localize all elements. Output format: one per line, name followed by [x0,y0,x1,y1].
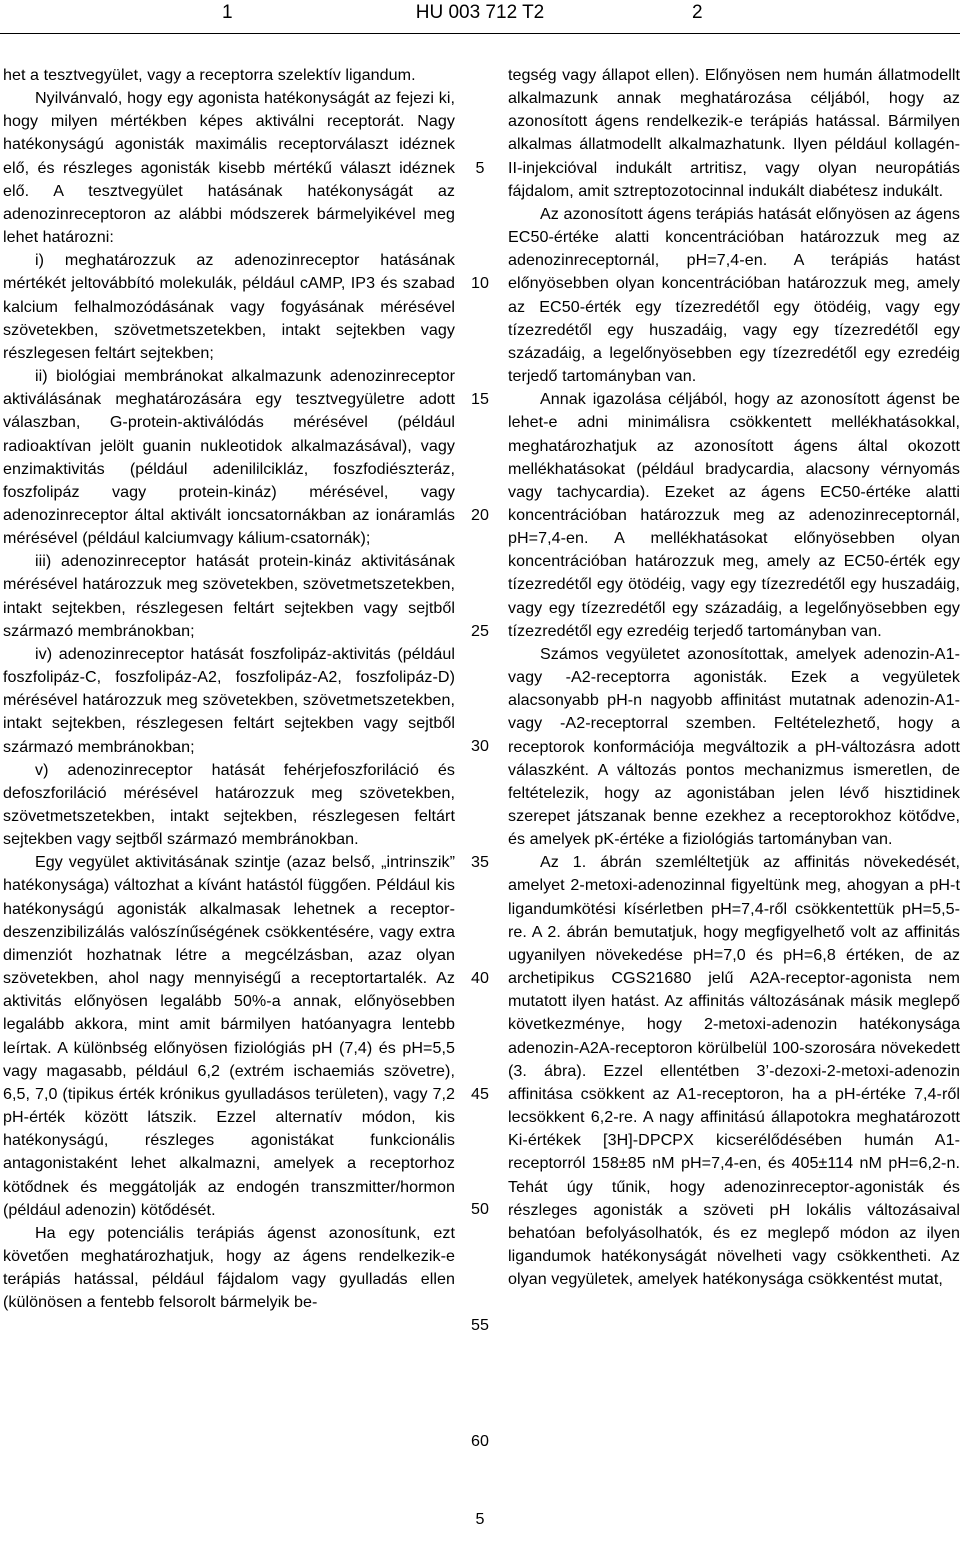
line-number: 45 [471,1084,489,1103]
line-number: 35 [471,853,489,872]
line-number: 50 [471,1200,489,1219]
paragraph: ii) biológiai membránokat alkalmazunk adenozinreceptor aktiválásának meghatározására egy tesztvegyületre adott válaszban, G-protein-aktiválódás mérésével (például radioaktívan jelölt guanin nukleotidok alkalmazásával), vagy enzimaktivitás (például adenililcikláz, foszfodiészteráz, foszfolipáz vagy protein-kináz) mérésével, vagy adenozinreceptor által aktivált ioncsatornákban az ionáramlás mérésével (például kalciumvagy kálium-csatornák); [3,367,455,548]
paragraph: Annak igazolása céljából, hogy az azonosított ágenst be lehet-e adni minimálisra csökkentett mellékhatásokkal, meghatározhatjuk az azonosított ágens által okozott mellékhatásokat (például bradycardia, alacsony vérnyomás vagy tachycardia). Ezeket az ágens EC50-értéke alatti koncentrációban határozzuk meg az adenozinreceptornál, pH=7,4-en. A mellékhatásokat előnyösebben olyan koncentrációban határozzuk meg, amely az EC50-érték egy tízezredétől egy ötödéig, vagy egy tízezredétől egy huszadáig, vagy egy tízezredétől egy századáig, a legelőnyösebben egy tízezredétől egy ezredéig terjedő tartományban van. [508,390,960,640]
line-number: 30 [471,737,489,756]
paragraph: iii) adenozinreceptor hatását protein-kináz aktivitásának mérésével határozzuk meg szövetekben, szövetmetszetekben, intakt sejtekben, részlegesen feltárt sejtekben vagy sejtből származó membránokban; [3,552,455,640]
line-number: 25 [471,621,489,640]
paragraph: iv) adenozinreceptor hatását foszfolipáz-aktivitás (például foszfolipáz-C, foszfolipáz-A2, foszfolipáz-A2, foszfolipáz-D) mérésével határozzuk meg szövetekben, szövetmetszetekben, intakt sejtekben, részlegesen feltárt sejtekben vagy sejtből származó membránokban; [3,644,455,756]
right-text-column [508,64,960,1291]
document-id: HU 003 712 T2 [415,2,545,23]
paragraph: tegség vagy állapot ellen). Előnyösen nem humán állatmodellt alkalmazunk annak meghatározása céljából, hogy az azonosított ágens rendelkezik-e terápiás hatással. Bármilyen alkalmas állatmodellt alkalmazhatunk. Ilyen például kollagén-II-injekcióval indukált artritisz, vagy olyan neuropátiás fájdalom, amit sztreptozotocinnal indukált diabétesz indukált. [508,66,960,200]
paragraph: Az azonosított ágens terápiás hatását előnyösen az ágens EC50-értéke alatti koncentrációban határozzuk meg az adenozinreceptornál, pH=7,4-en. A terápiás hatást előnyösebben olyan koncentrációban határozzuk meg, amely az EC50-érték egy tízezredétől egy ötödéig, vagy egy tízezredétől egy huszadáig, vagy egy tízezredétől egy századáig, a legelőnyösebben egy tízezredétől egy ezredéig terjedő tartományban van. [508,204,960,386]
page-header [0,0,960,30]
line-number: 55 [471,1316,489,1335]
line-number: 40 [471,968,489,987]
line-number: 60 [471,1431,489,1450]
paragraph: Számos vegyületet azonosítottak, amelyek adenozin-A1- vagy -A2-receptorra agonisták. Ezek a vegyületek alacsonyabb pH-n nagyobb affinitást mutatnak adenozin-A1- vagy -A2-receptorral szemben. Feltételezhető, hogy a receptorok konformációja megváltozik a pH-változásra adott válaszként. A változás pontos mechanizmus ismeretlen, de feltételezik, hogy az agonistában jelen lévő hisztidinek szerepet játszanak benne ezekhez a receptorokhoz kötődve, és amelyek pK-értéke a fiziológiás tartományban van. [508,644,960,849]
line-number: 10 [471,274,489,293]
line-number: 5 [475,158,485,177]
header-rule [0,33,960,34]
left-text-column [3,64,455,1314]
paragraph: het a tesztvegyület, vagy a receptorra szelektív ligandum. [3,66,416,84]
paragraph: v) adenozinreceptor hatását fehérjefoszforiláció és defoszforiláció mérésével határozzuk meg szövetekben, szövetmetszetekben, intakt sejtekben, részlegesen feltárt sejtekben vagy sejtből származó membránokban. [3,760,455,849]
paragraph: Nyilvánvaló, hogy egy agonista hatékonyságát az fejezi ki, hogy milyen mértékben képes aktiválni receptorát. Nagy hatékonyságú agonisták maximális receptorválaszt idéznek elő, és részleges agonisták kisebb mértékű választ idéznek elő. A tesztvegyület hatásának hatékonyságát az adenozinreceptoron az alábbi módszerek bármelyikével meg lehet határozni: [3,89,455,247]
paragraph: Az 1. ábrán szemléltetjük az affinitás növekedését, amelyet 2-metoxi-adenozinnal figyeltünk meg, ahogyan a pH-t ligandumkötési kísérletben pH=7,4-ről csökkentettük pH=5,5-re. A 2. ábrán bemutatjuk, hogy megfigyelhető volt az affinitás ugyanilyen növekedése pH=7,0 és pH=6,8 értéken, de az archetipikus CGS21680 jelű A2A-receptor-agonista nem mutatott ilyen hatást. Az affinitás változásának másik meglepő következménye, hogy 2-metoxi-adenozin hatékonysága adenozin-A2A-receptoron körülbelül 100-szorosára növekedett (3. ábra). Ezzel ellentétben 3’-dezoxi-2-metoxi-adenozin affinitása csökkent az A1-receptoron, ha a pH-értéke 7,4-ről lecsökkent 6,2-re. A nagy affinitású állapotokra meghatározott Ki-értékek [3H]-DPCPX kicserélődésében humán A1-receptorról 158±85 nM pH=7,4-en, és 405±114 nM pH=6,2-n. Tehát úgy tűnik, hogy adenozinreceptor-agonisták és részleges agonisták a szöveti pH lokális változásaival behatóan befolyásolhatók, és ez meglepő módon az ilyen ligandumok hatékonyságát növelheti vagy csökkentheti. Az olyan vegyületek, amelyek hatékonysága csökkentést mutat, [508,853,960,1289]
paragraph: i) meghatározzuk az adenozinreceptor hatásának mértékét jeltovábbító molekulák, például cAMP, IP3 és szabad kalcium felhalmozódásának vagy fogyásának mérésével szövetekben, szövetmetszetekben, intakt sejtekben vagy részlegesen feltárt sejtekben; [3,251,455,362]
line-number: 20 [471,505,489,524]
right-page-number: 2 [692,2,703,23]
line-number: 15 [471,390,489,409]
footer-page-number: 5 [475,1510,485,1528]
paragraph: Egy vegyület aktivitásának szintje (azaz belső, „intrinszik” hatékonysága) változhat a kívánt hatástól függően. Például kis hatékonyságú agonisták alkalmasak lehetnek a receptor-deszenzibilizálás valószínűségének csökkentésére, vagy extra dimenziót hozhatnak létre a megcélzásban, azaz olyan szövetekben, ahol nagy mennyiségű a receptortartalék. Az aktivitás előnyösen legalább 50%-a annak, előnyösebben legalább akkora, mint amit bármilyen hatóanyagra lentebb leírtak. A különbség előnyösen fiziológiás pH (7,4) és pH=5,5 vagy magasabb, például 6,2 (extrém ischaemiás szövetre), 6,5, 7,0 (tipikus érték krónikus gyulladásos területen), vagy 7,2 pH-érték között látszik. Ezzel alternatív módon, kis hatékonyságú, részleges agonistákat funkcionális antagonistaként lehet alkalmazni, amelyek a receptorhoz kötődnek és meggátolják az endogén transzmitter/hormon (például adenozin) kötődését. [3,853,455,1219]
left-page-number: 1 [222,2,233,23]
paragraph: Ha egy potenciális terápiás ágenst azonosítunk, ezt követően meghatározhatjuk, hogy az ágens rendelkezik-e terápiás hatással, például fájdalom vagy gyulladás ellen (különösen a fentebb felsorolt bármelyik be- [3,1223,455,1312]
